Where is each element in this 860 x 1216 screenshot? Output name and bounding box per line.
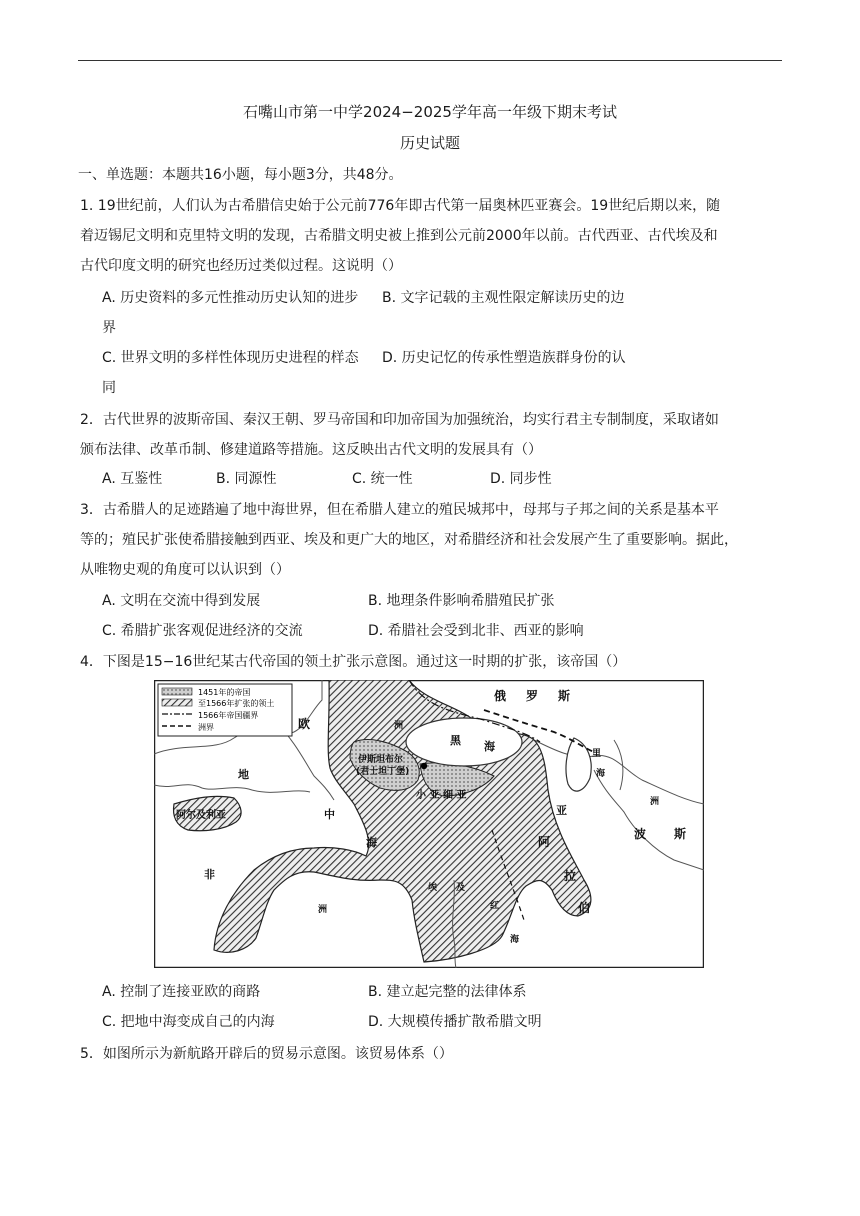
- q5-line: 5．如图所示为新航路开辟后的贸易示意图。该贸易体系（）: [80, 1046, 453, 1062]
- q4-option-c[interactable]: C. 把地中海变成自己的内海: [102, 1014, 275, 1030]
- map-label-egypt-1: 埃: [428, 883, 438, 893]
- map-label-persia-2: 斯: [674, 827, 687, 841]
- map-label-persia-1: 波: [634, 827, 647, 841]
- q2-option-b[interactable]: B. 同源性: [216, 471, 277, 487]
- map-label-egypt-2: 及: [456, 883, 466, 893]
- map-label-asia-minor: 小 亚 细 亚: [416, 790, 467, 801]
- section-heading: 一、单选题：本题共16小题，每小题3分，共48分。: [78, 167, 403, 183]
- q3-line-1: 3．古希腊人的足迹踏遍了地中海世界，但在希腊人建立的殖民城邦中，母邦与子邦之间的关系是基本平: [80, 502, 719, 518]
- exam-subtitle: 历史试题: [399, 134, 460, 152]
- map-label-black-1: 黑: [450, 734, 461, 747]
- map-label-di: 地: [238, 768, 249, 781]
- map-label-caspian-2: 海: [596, 769, 606, 779]
- q2-option-a[interactable]: A. 互鉴性: [102, 471, 163, 487]
- map-label-russia-2: 罗: [526, 689, 539, 703]
- q1-option-d-cont: 同: [102, 380, 116, 396]
- map-label-istanbul: 伊斯坦布尔: [358, 755, 404, 765]
- map-label-red-2: 海: [510, 935, 520, 945]
- map-label-caspian-1: 里: [592, 749, 602, 759]
- q1-line-2: 着迈锡尼文明和克里特文明的发现，古希腊文明史被上推到公元前2000年以前。古代西亚、古代埃及和: [80, 228, 718, 244]
- q3-option-b[interactable]: B. 地理条件影响希腊殖民扩张: [368, 593, 555, 609]
- map-label-arabia-1: 阿: [538, 835, 551, 849]
- map-label-black-2: 海: [484, 740, 495, 753]
- map-label-arabia-3: 伯: [578, 901, 591, 915]
- q1-option-a[interactable]: A. 历史资料的多元性推动历史认知的进步: [102, 290, 359, 306]
- q1-line-3: 古代印度文明的研究也经历过类似过程。这说明（）: [80, 258, 402, 274]
- q1-option-b[interactable]: B. 文字记载的主观性限定解读历史的边: [382, 290, 625, 306]
- legend-1451: 1451年的帝国: [198, 688, 251, 697]
- q4-line: 4．下图是15−16世纪某古代帝国的领土扩张示意图。通过这一时期的扩张，该帝国（）: [80, 654, 627, 670]
- map-label-africa: 非: [204, 868, 215, 881]
- map-label-arabia-2: 拉: [564, 869, 577, 883]
- q3-option-a[interactable]: A. 文明在交流中得到发展: [102, 593, 261, 609]
- map-label-red-1: 红: [490, 901, 500, 911]
- map-label-russia-3: 斯: [558, 689, 571, 703]
- map-label-europe-zhou: 洲: [394, 721, 404, 731]
- map-label-hai: 海: [366, 836, 377, 849]
- q3-line-2: 等的；殖民扩张使希腊接触到西亚、埃及和更广大的地区，对希腊经济和社会发展产生了重要影响。据此，: [80, 532, 738, 548]
- q1-option-d[interactable]: D. 历史记忆的传承性塑造族群身份的认: [382, 350, 626, 366]
- ottoman-expansion-map: [154, 680, 704, 968]
- q2-line-2: 颁布法律、改革币制、修建道路等措施。这反映出古代文明的发展具有（）: [80, 442, 542, 458]
- q4-option-b[interactable]: B. 建立起完整的法律体系: [368, 984, 527, 1000]
- map-label-russia-1: 俄: [494, 689, 507, 703]
- map-label-constantinople: (君士坦丁堡): [356, 767, 410, 777]
- map-label-asia-zhou: 洲: [650, 797, 660, 807]
- map-label-ya: 亚: [556, 804, 567, 817]
- q4-option-d[interactable]: D. 大规模传播扩散希腊文明: [368, 1014, 542, 1030]
- q3-option-d[interactable]: D. 希腊社会受到北非、西亚的影响: [368, 623, 584, 639]
- q3-option-c[interactable]: C. 希腊扩张客观促进经济的交流: [102, 623, 303, 639]
- q1-line-1: 1. 19世纪前，人们认为古希腊信史始于公元前776年即古代第一届奥林匹亚赛会。19世纪后期以来，随: [80, 198, 721, 214]
- q1-option-c[interactable]: C. 世界文明的多样性体现历史进程的样态: [102, 350, 359, 366]
- map-label-europe: 欧: [298, 717, 311, 731]
- map-label-zhong: 中: [324, 808, 335, 821]
- legend-1566-expansion: 至1566年扩张的领土: [198, 699, 275, 708]
- exam-title: 石嘴山市第一中学2024−2025学年高一年级下期末考试: [243, 103, 617, 121]
- q2-option-c[interactable]: C. 统一性: [352, 471, 413, 487]
- map-label-africa-zhou: 洲: [318, 905, 328, 915]
- q4-option-a[interactable]: A. 控制了连接亚欧的商路: [102, 984, 261, 1000]
- top-rule: [78, 60, 782, 61]
- q3-line-3: 从唯物史观的角度可以认识到（）: [80, 562, 290, 578]
- q2-option-d[interactable]: D. 同步性: [490, 471, 552, 487]
- q1-option-b-cont: 界: [102, 320, 116, 336]
- legend-continent-line: 洲界: [198, 723, 214, 732]
- map-label-algeria: 阿尔及利亚: [176, 810, 226, 821]
- q2-line-1: 2．古代世界的波斯帝国、秦汉王朝、罗马帝国和印加帝国为加强统治，均实行君主专制制度，采取诸如: [80, 412, 719, 428]
- legend-1566-border: 1566年帝国疆界: [198, 711, 259, 720]
